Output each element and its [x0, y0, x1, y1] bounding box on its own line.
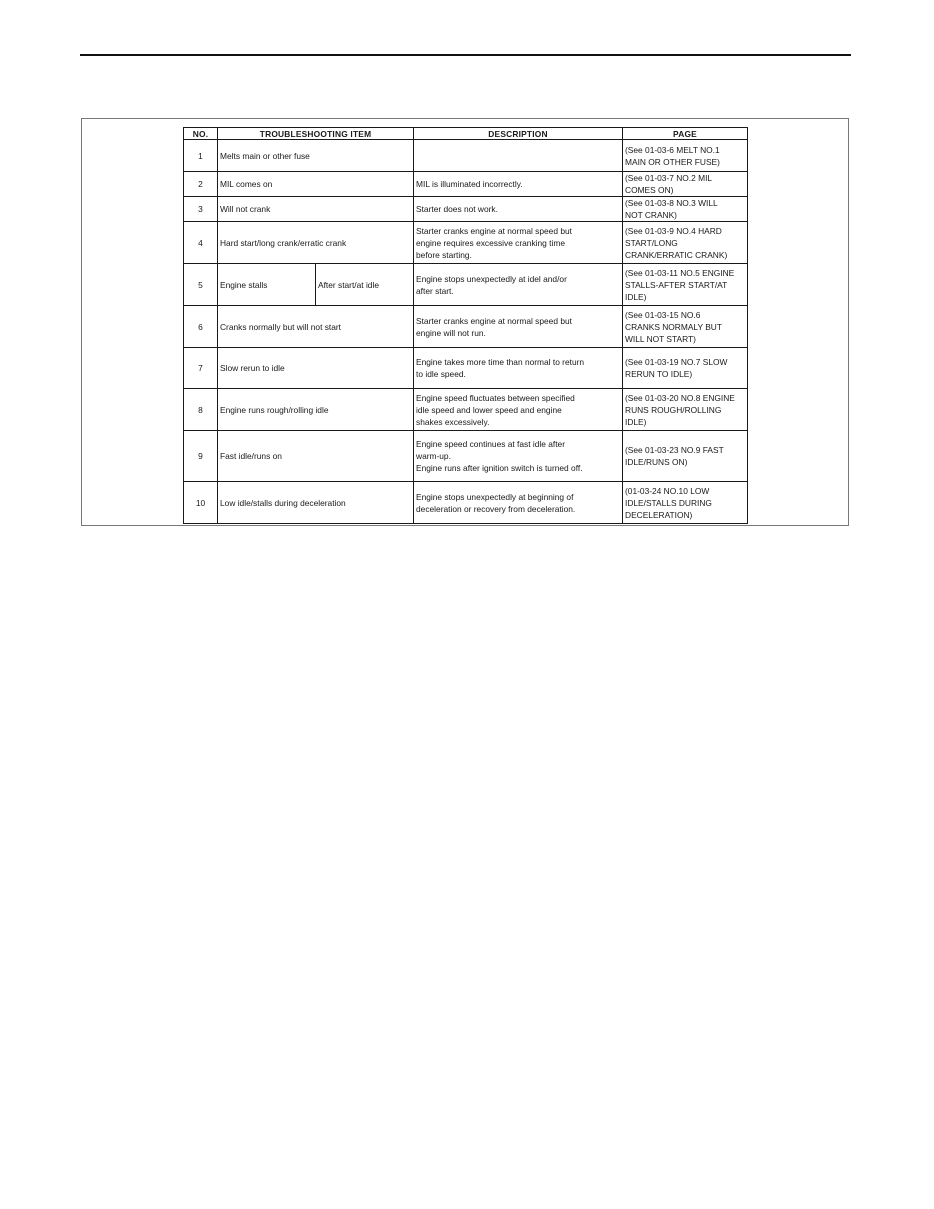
description: MIL is illuminated incorrectly. [414, 172, 623, 197]
header-no: NO. [184, 128, 218, 140]
header-page: PAGE [623, 128, 748, 140]
header-troubleshooting-item: TROUBLESHOOTING ITEM [218, 128, 414, 140]
row-number: 3 [184, 197, 218, 222]
page-reference: (See 01-03-7 NO.2 MIL COMES ON) [623, 172, 748, 197]
troubleshooting-item: Fast idle/runs on [218, 431, 414, 482]
description: Starter cranks engine at normal speed but engine requires excessive cranking time before starting. [414, 222, 623, 264]
table-row [184, 140, 748, 172]
table-header-row [184, 128, 748, 140]
table-row [184, 222, 748, 264]
row-number: 10 [184, 482, 218, 524]
table-row [184, 482, 748, 524]
row-number: 5 [184, 264, 218, 306]
troubleshooting-item: Engine runs rough/rolling idle [218, 389, 414, 431]
description: Starter does not work. [414, 197, 623, 222]
row-number: 8 [184, 389, 218, 431]
row-number: 6 [184, 306, 218, 348]
description: Engine speed fluctuates between specified idle speed and lower speed and engine shakes excessively. [414, 389, 623, 431]
troubleshooting-item: Low idle/stalls during deceleration [218, 482, 414, 524]
description: Starter cranks engine at normal speed but engine will not run. [414, 306, 623, 348]
page-reference: (See 01-03-8 NO.3 WILL NOT CRANK) [623, 197, 748, 222]
troubleshooting-item: Cranks normally but will not start [218, 306, 414, 348]
description: Engine stops unexpectedly at idel and/or after start. [414, 264, 623, 306]
row-number: 2 [184, 172, 218, 197]
page-reference: (See 01-03-19 NO.7 SLOW RERUN TO IDLE) [623, 348, 748, 389]
table-row [184, 172, 748, 197]
troubleshooting-table [183, 127, 748, 524]
description: Engine speed continues at fast idle after warm-up. Engine runs after ignition switch is turned off. [414, 431, 623, 482]
page-reference: (See 01-03-20 NO.8 ENGINE RUNS ROUGH/ROLLING IDLE) [623, 389, 748, 431]
table-row [184, 389, 748, 431]
row-number: 1 [184, 140, 218, 172]
description [414, 140, 623, 172]
page-reference: (See 01-03-11 NO.5 ENGINE STALLS-AFTER START/AT IDLE) [623, 264, 748, 306]
description: Engine stops unexpectedly at beginning of deceleration or recovery from deceleration. [414, 482, 623, 524]
table-row [184, 197, 748, 222]
troubleshooting-item: Melts main or other fuse [218, 140, 414, 172]
table-row [184, 306, 748, 348]
table-row [184, 264, 748, 306]
page-reference: (01-03-24 NO.10 LOW IDLE/STALLS DURING DECELERATION) [623, 482, 748, 524]
table-row [184, 431, 748, 482]
page-reference: (See 01-03-9 NO.4 HARD START/LONG CRANK/ERRATIC CRANK) [623, 222, 748, 264]
troubleshooting-item: Hard start/long crank/erratic crank [218, 222, 414, 264]
row-number: 4 [184, 222, 218, 264]
description: Engine takes more time than normal to return to idle speed. [414, 348, 623, 389]
troubleshooting-item: Slow rerun to idle [218, 348, 414, 389]
troubleshooting-item: Engine stalls [218, 264, 316, 306]
troubleshooting-subitem: After start/at idle [316, 264, 414, 306]
row-number: 9 [184, 431, 218, 482]
header-rule [80, 54, 851, 56]
troubleshooting-item: MIL comes on [218, 172, 414, 197]
row-number: 7 [184, 348, 218, 389]
table-row [184, 348, 748, 389]
page-reference: (See 01-03-15 NO.6 CRANKS NORMALY BUT WILL NOT START) [623, 306, 748, 348]
troubleshooting-item: Will not crank [218, 197, 414, 222]
page-reference: (See 01-03-6 MELT NO.1 MAIN OR OTHER FUSE) [623, 140, 748, 172]
header-description: DESCRIPTION [414, 128, 623, 140]
page-reference: (See 01-03-23 NO.9 FAST IDLE/RUNS ON) [623, 431, 748, 482]
